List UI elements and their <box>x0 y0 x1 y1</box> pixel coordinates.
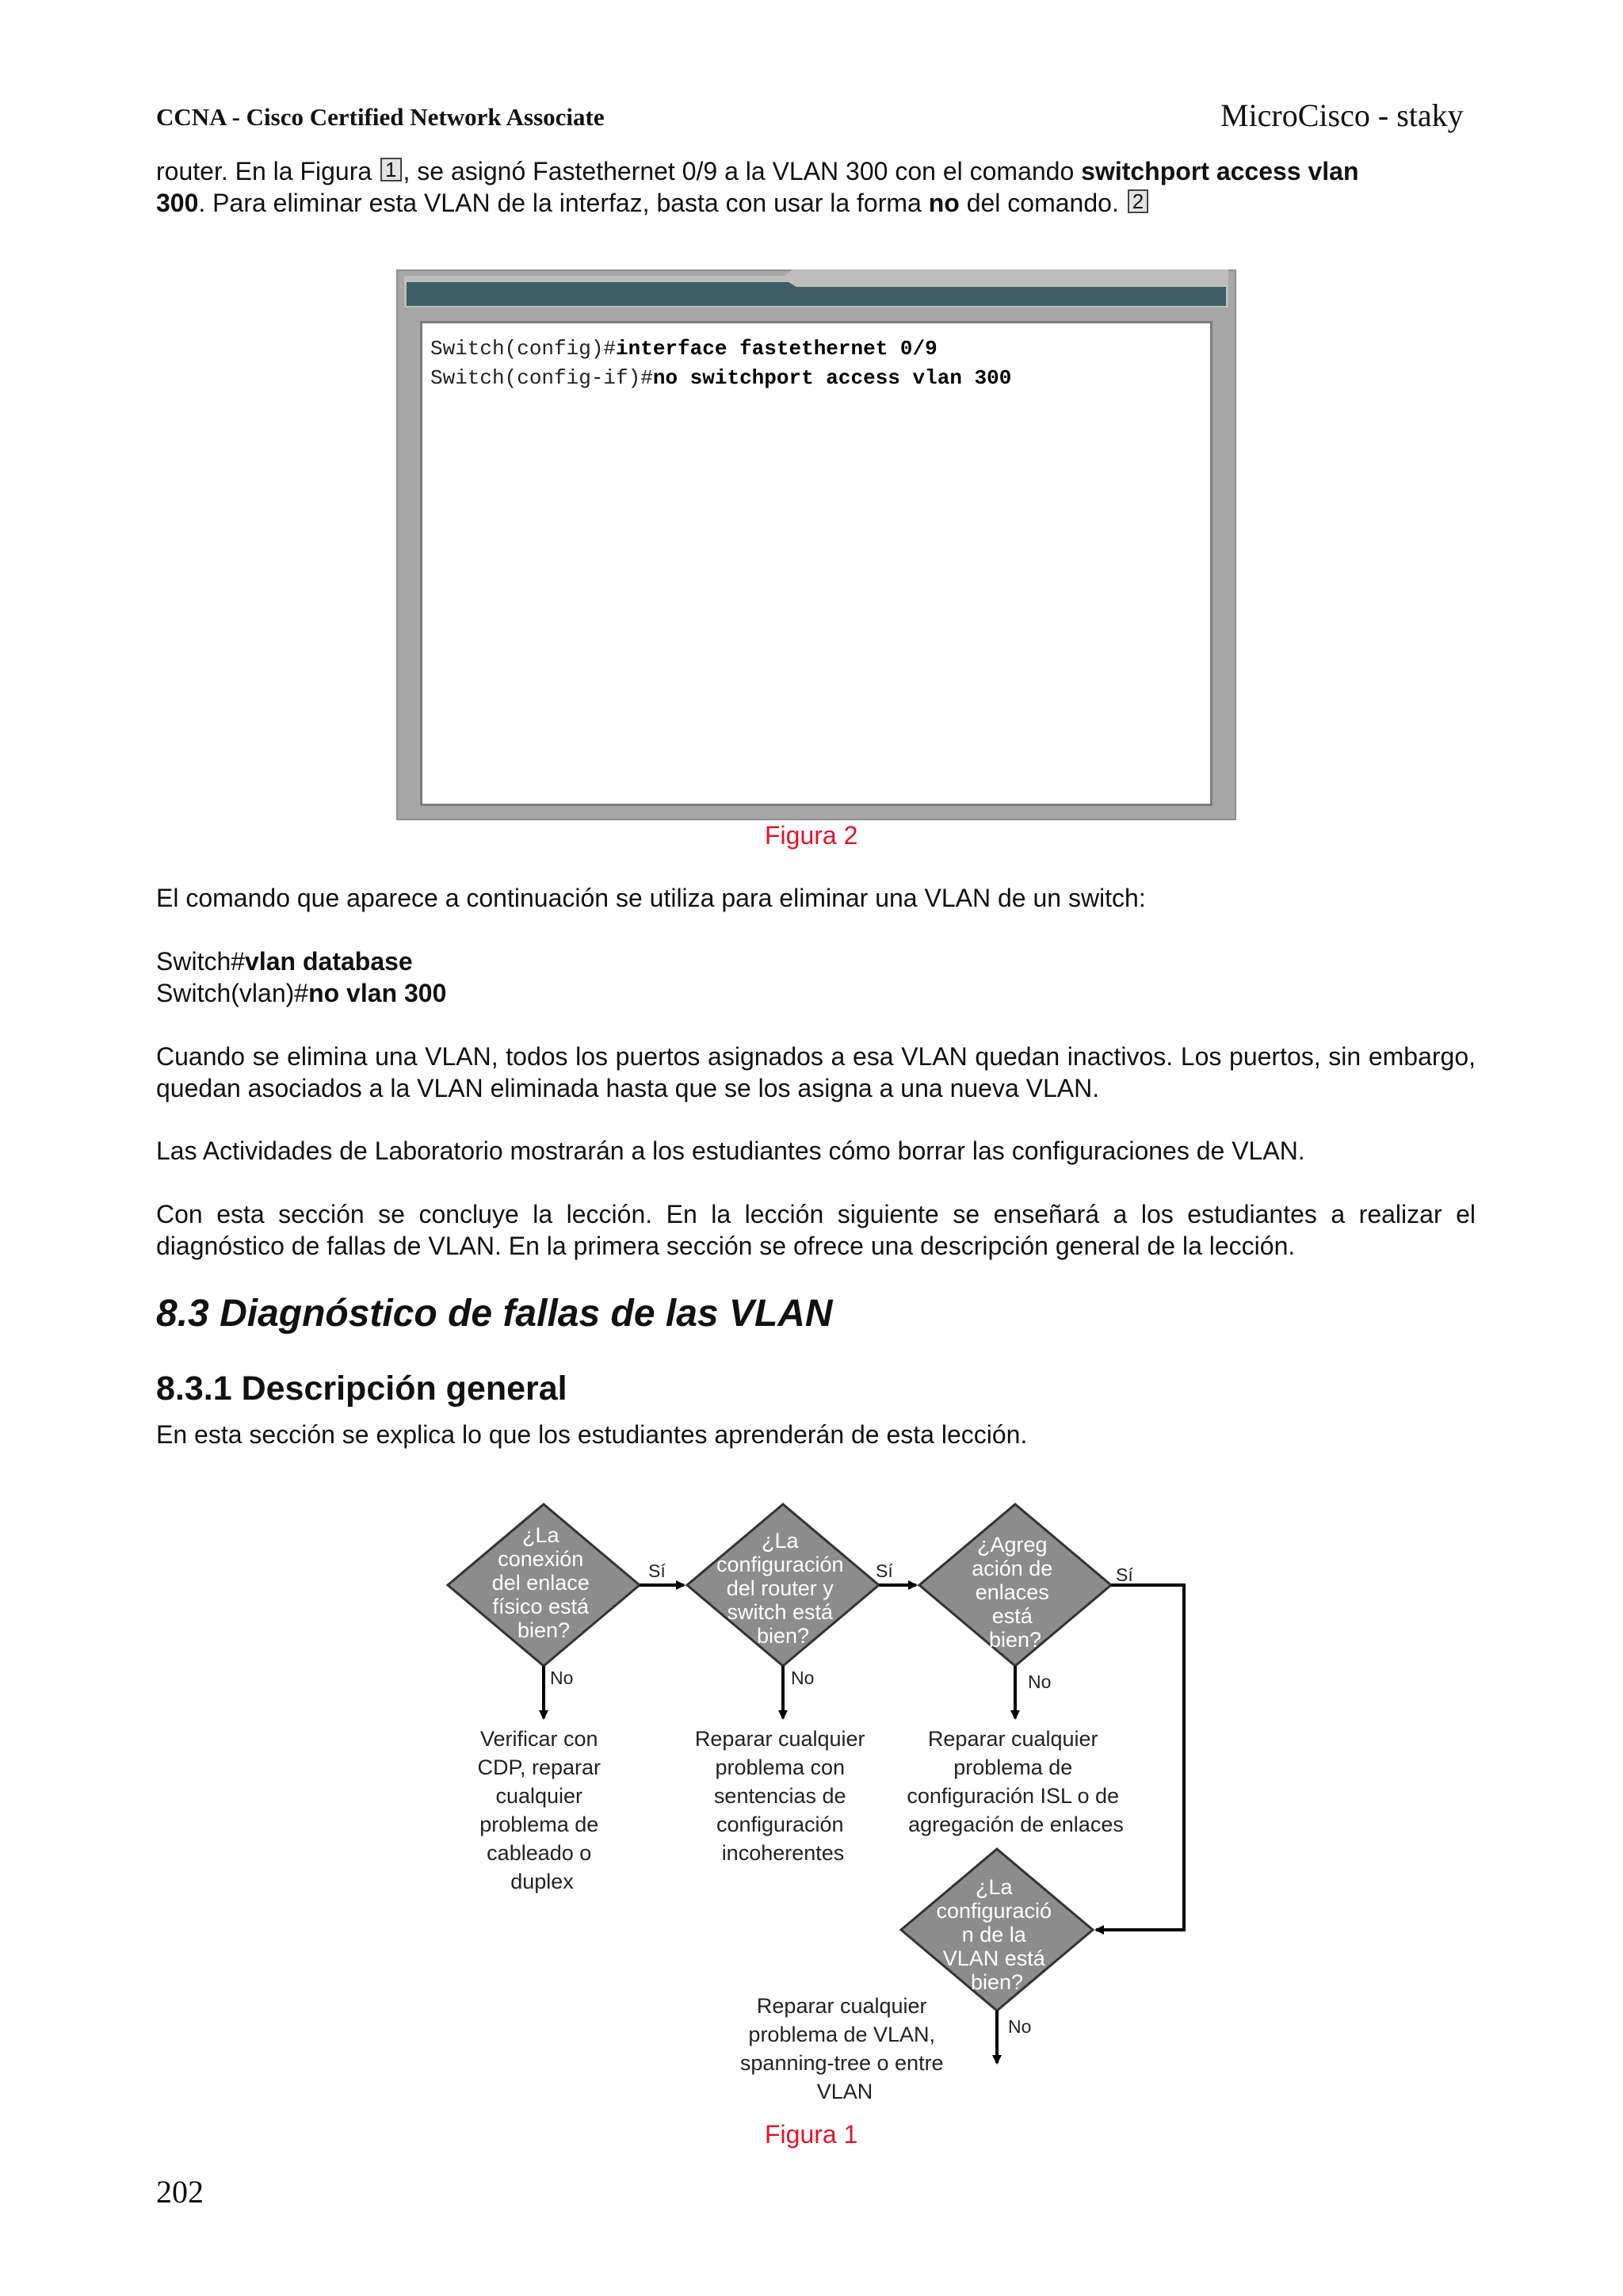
decision-vlan-config <box>901 1849 1093 2011</box>
intro-text: , se asignó Fastethernet 0/9 a la VLAN 300 con el comando <box>403 157 1075 185</box>
header-author: MicroCisco - staky <box>1220 97 1464 133</box>
page-number: 202 <box>156 2174 204 2210</box>
figure-1-caption: Figura 1 <box>765 2120 858 2149</box>
no-label: No <box>550 1668 574 1688</box>
decision-text: ¿La configuració n de la VLAN está bien? <box>936 1875 1052 1994</box>
decision-text: ¿Agreg ación de enlaces está bien? <box>972 1533 1053 1652</box>
terminal-command: no switchport access vlan 300 <box>652 366 1012 390</box>
terminal-prompt: Switch(config-if)# <box>430 366 653 390</box>
terminal-prompt: Switch(config)# <box>430 337 617 361</box>
intro-command: 300 <box>156 189 199 217</box>
paragraph-5: En esta sección se explica lo que los estudiantes aprenderán de esta lección. <box>156 1420 1028 1449</box>
figure-ref-1[interactable]: 1 <box>380 158 401 181</box>
intro-keyword: no <box>928 189 960 217</box>
paragraph-3: Las Actividades de Laboratorio mostrarán a los estudiantes cómo borrar las configuraciones de VLAN. <box>156 1137 1305 1165</box>
command-prompt: Switch# <box>156 947 246 976</box>
subsection-heading: 8.3.1 Descripción general <box>156 1370 567 1408</box>
intro-text: router. En la Figura <box>156 157 372 185</box>
figure-2-caption: Figura 2 <box>765 821 858 850</box>
paragraph-2: Cuando se elimina una VLAN, todos los puertos asignados a esa VLAN quedan inactivos. Los puertos, sin embargo, quedan asociados a la VLAN eliminada hasta que se los asigna a una nueva VLAN. <box>156 1042 1476 1102</box>
action-physical-link: Verificar con CDP, reparar cualquier problema de cableado o duplex <box>477 1727 601 1893</box>
action-link-aggregation: Reparar cualquier problema de configuración ISL o de agregación de enlaces <box>907 1727 1124 1836</box>
figure-ref-2[interactable]: 2 <box>1128 189 1148 213</box>
command-text: no vlan 300 <box>308 979 447 1007</box>
decision-router-switch-config <box>687 1504 879 1666</box>
yes-label: Sí <box>876 1561 893 1581</box>
intro-text: . Para eliminar esta VLAN de la interfaz, basta con usar la forma <box>198 189 922 217</box>
yes-label: Sí <box>648 1561 666 1581</box>
header-title: CCNA - Cisco Certified Network Associate <box>156 103 605 131</box>
decision-text: ¿La configuración del router y switch está bien? <box>716 1529 844 1648</box>
paragraph-1: El comando que aparece a continuación se utiliza para eliminar una VLAN de un switch: <box>156 884 1146 912</box>
no-label: No <box>1008 2016 1032 2037</box>
terminal-command: interface fastethernet 0/9 <box>616 337 938 361</box>
intro-text: del comando. <box>966 189 1119 217</box>
section-heading: 8.3 Diagnóstico de fallas de las VLAN <box>156 1293 833 1335</box>
paragraph-4: Con esta sección se concluye la lección. En la lección siguiente se enseñará a los estudiantes a realizar el diagnóstico de fallas de VLAN. En la primera sección se ofrece una descripción general de la lección. <box>156 1200 1476 1260</box>
yes-label: Sí <box>1116 1564 1133 1585</box>
intro-command: switchport access vlan <box>1081 157 1359 185</box>
no-label: No <box>1028 1671 1052 1692</box>
action-vlan-config: Reparar cualquier problema de VLAN, spanning-tree o entre VLAN <box>739 1994 944 2103</box>
command-text: vlan database <box>245 947 413 976</box>
no-label: No <box>791 1668 815 1688</box>
command-prompt: Switch(vlan)# <box>156 979 309 1007</box>
decision-text: ¿La conexión del enlace físico está bien? <box>491 1523 590 1642</box>
decision-link-aggregation <box>919 1504 1111 1666</box>
action-router-switch-config: Reparar cualquier problema con sentencias de configuración incoherentes <box>694 1727 865 1865</box>
decision-physical-link <box>448 1504 640 1666</box>
